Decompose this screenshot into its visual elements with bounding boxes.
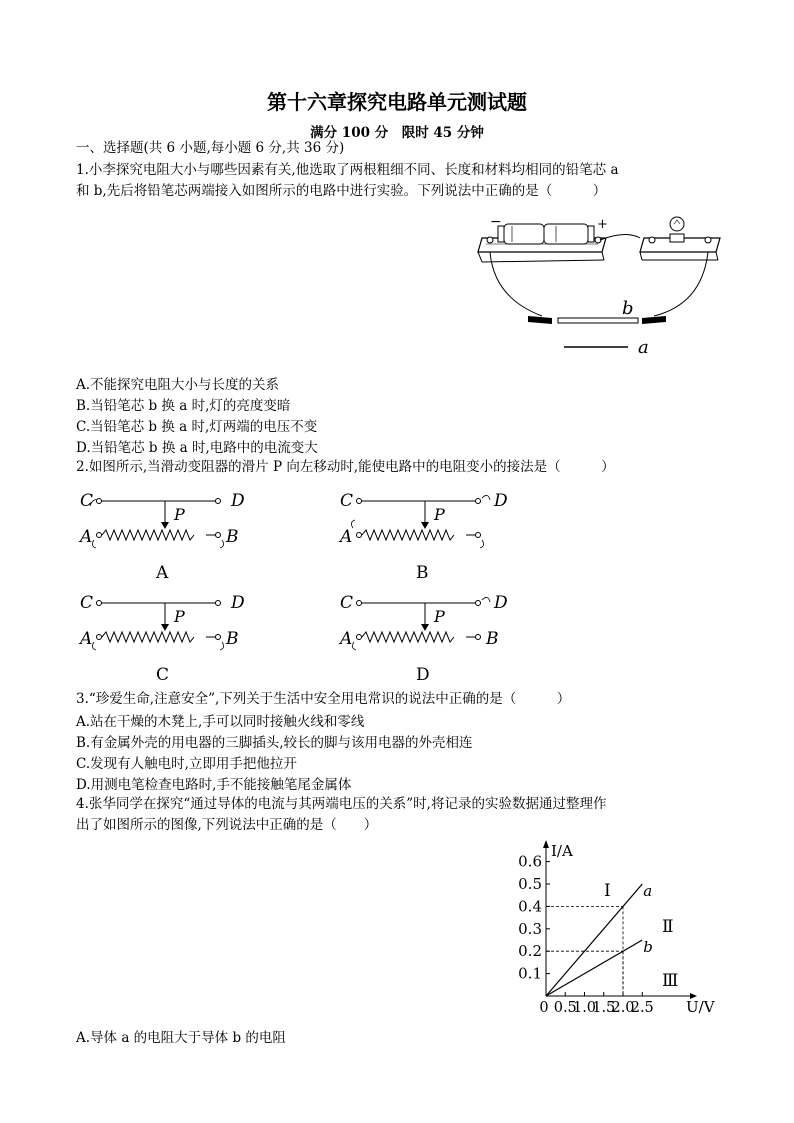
region-label: Ⅰ — [604, 881, 611, 901]
left-clip — [528, 316, 552, 324]
svg-text:B: B — [486, 629, 499, 649]
y-axis-arrow — [543, 840, 549, 848]
svg-text:C: C — [340, 593, 354, 613]
plus-sign: + — [597, 217, 608, 232]
svg-text:P: P — [434, 505, 445, 524]
svg-text:A: A — [80, 629, 93, 649]
rheostat-panel-d — [338, 593, 508, 684]
q3-option-b: B.有金属外壳的用电器的三脚插头,较长的脚与该用电器的外壳相连 — [76, 735, 473, 751]
series-label-a: a — [643, 882, 653, 900]
svg-text:A: A — [80, 527, 93, 547]
svg-text:A: A — [340, 629, 353, 649]
rheostat-panel-b — [338, 491, 508, 583]
y-tick-label: 0.1 — [518, 964, 542, 983]
series-line-a — [546, 884, 642, 996]
region-label: Ⅱ — [662, 917, 674, 937]
x-tick-label: 0 — [539, 1000, 549, 1016]
svg-text:B: B — [226, 629, 239, 649]
x-tick-label: 2.5 — [630, 1000, 654, 1016]
svg-text:C: C — [340, 491, 354, 511]
q2-line-1: 2.如图所示,当滑动变阻器的滑片 P 向左移动时,能使电路中的电阻变小的接法是（ ） — [76, 459, 615, 475]
caption-c: C — [156, 665, 170, 684]
svg-text:A: A — [340, 527, 353, 547]
bulb-icon — [670, 217, 684, 231]
q3-option-a: A.站在干燥的木凳上,手可以同时接触火线和零线 — [76, 714, 365, 730]
q4-line-1: 4.张华同学在探究“通过导体的电流与其两端电压的关系”时,将记录的实验数据通过整理作 — [76, 796, 607, 812]
svg-text:C: C — [80, 593, 94, 613]
label-b: b — [622, 298, 634, 319]
series-line-b — [546, 940, 642, 996]
q3-option-d: D.用测电笔检查电路时,手不能接触笔尾金属体 — [76, 777, 352, 793]
q4-option-a: A.导体 a 的电阻大于导体 b 的电阻 — [76, 1030, 286, 1046]
x-tick-label: 1.5 — [592, 1000, 616, 1016]
q4-line-2: 出了如图所示的图像,下列说法中正确的是（ ） — [76, 817, 378, 833]
svg-text:C: C — [80, 491, 94, 511]
q1-line-1: 1.小李探究电阻大小与哪些因素有关,他选取了两根粗细不同、长度和材料均相同的铅笔芯 a — [76, 162, 619, 178]
x-tick-label: 2.0 — [611, 1000, 635, 1016]
y-tick-label: 0.5 — [518, 875, 542, 893]
svg-text:D: D — [494, 491, 508, 511]
q1-option-b: B.当铅笔芯 b 换 a 时,灯的亮度变暗 — [76, 398, 291, 414]
q2-rheostat-figure — [76, 484, 516, 684]
right-clip — [642, 316, 666, 324]
q1-option-a: A.不能探究电阻大小与长度的关系 — [76, 377, 280, 393]
svg-text:P: P — [174, 505, 185, 524]
caption-b: B — [416, 563, 429, 583]
x-axis-label: U/V — [686, 998, 715, 1016]
q1-line-2: 和 b,先后将铅笔芯两端接入如图所示的电路中进行实验。下列说法中正确的是（ ） — [76, 183, 607, 199]
y-axis-label: I/A — [551, 842, 573, 860]
q1-option-c: C.当铅笔芯 b 换 a 时,灯两端的电压不变 — [76, 419, 318, 435]
rheostat-panel-a — [78, 491, 245, 583]
svg-text:D: D — [231, 593, 245, 613]
x-tick-label: 0.5 — [553, 1000, 577, 1016]
x-tick-label: 1.0 — [572, 1000, 597, 1016]
series-label-b: b — [643, 938, 653, 956]
region-label: Ⅲ — [662, 971, 679, 991]
y-tick-label: 0.4 — [518, 897, 542, 916]
svg-text:P: P — [174, 607, 185, 626]
q1-circuit-figure — [476, 208, 726, 364]
rheostat-panel-c — [78, 593, 245, 684]
svg-text:B: B — [226, 527, 239, 547]
q3-line-1: 3.“珍爱生命,注意安全”,下列关于生活中安全用电常识的说法中正确的是（ ） — [76, 691, 571, 707]
minus-sign: − — [490, 214, 502, 230]
y-tick-label: 0.3 — [518, 919, 542, 938]
q3-option-c: C.发现有人触电时,立即用手把他拉开 — [76, 756, 297, 772]
caption-d: D — [416, 665, 430, 684]
page-title: 第十六章探究电路单元测试题 — [267, 90, 527, 114]
page-subtitle: 满分 100 分 限时 45 分钟 — [310, 125, 484, 141]
label-a: a — [638, 337, 649, 358]
svg-text:P: P — [434, 607, 445, 626]
y-tick-label: 0.2 — [518, 942, 542, 961]
q1-option-d: D.当铅笔芯 b 换 a 时,电路中的电流变大 — [76, 440, 318, 456]
caption-a: A — [156, 563, 169, 583]
svg-text:D: D — [231, 491, 245, 511]
y-tick-label: 0.6 — [518, 852, 542, 871]
iu-graph — [506, 836, 726, 1020]
svg-text:D: D — [494, 593, 508, 613]
section-heading: 一、选择题(共 6 小题,每小题 6 分,共 36 分) — [76, 140, 345, 156]
